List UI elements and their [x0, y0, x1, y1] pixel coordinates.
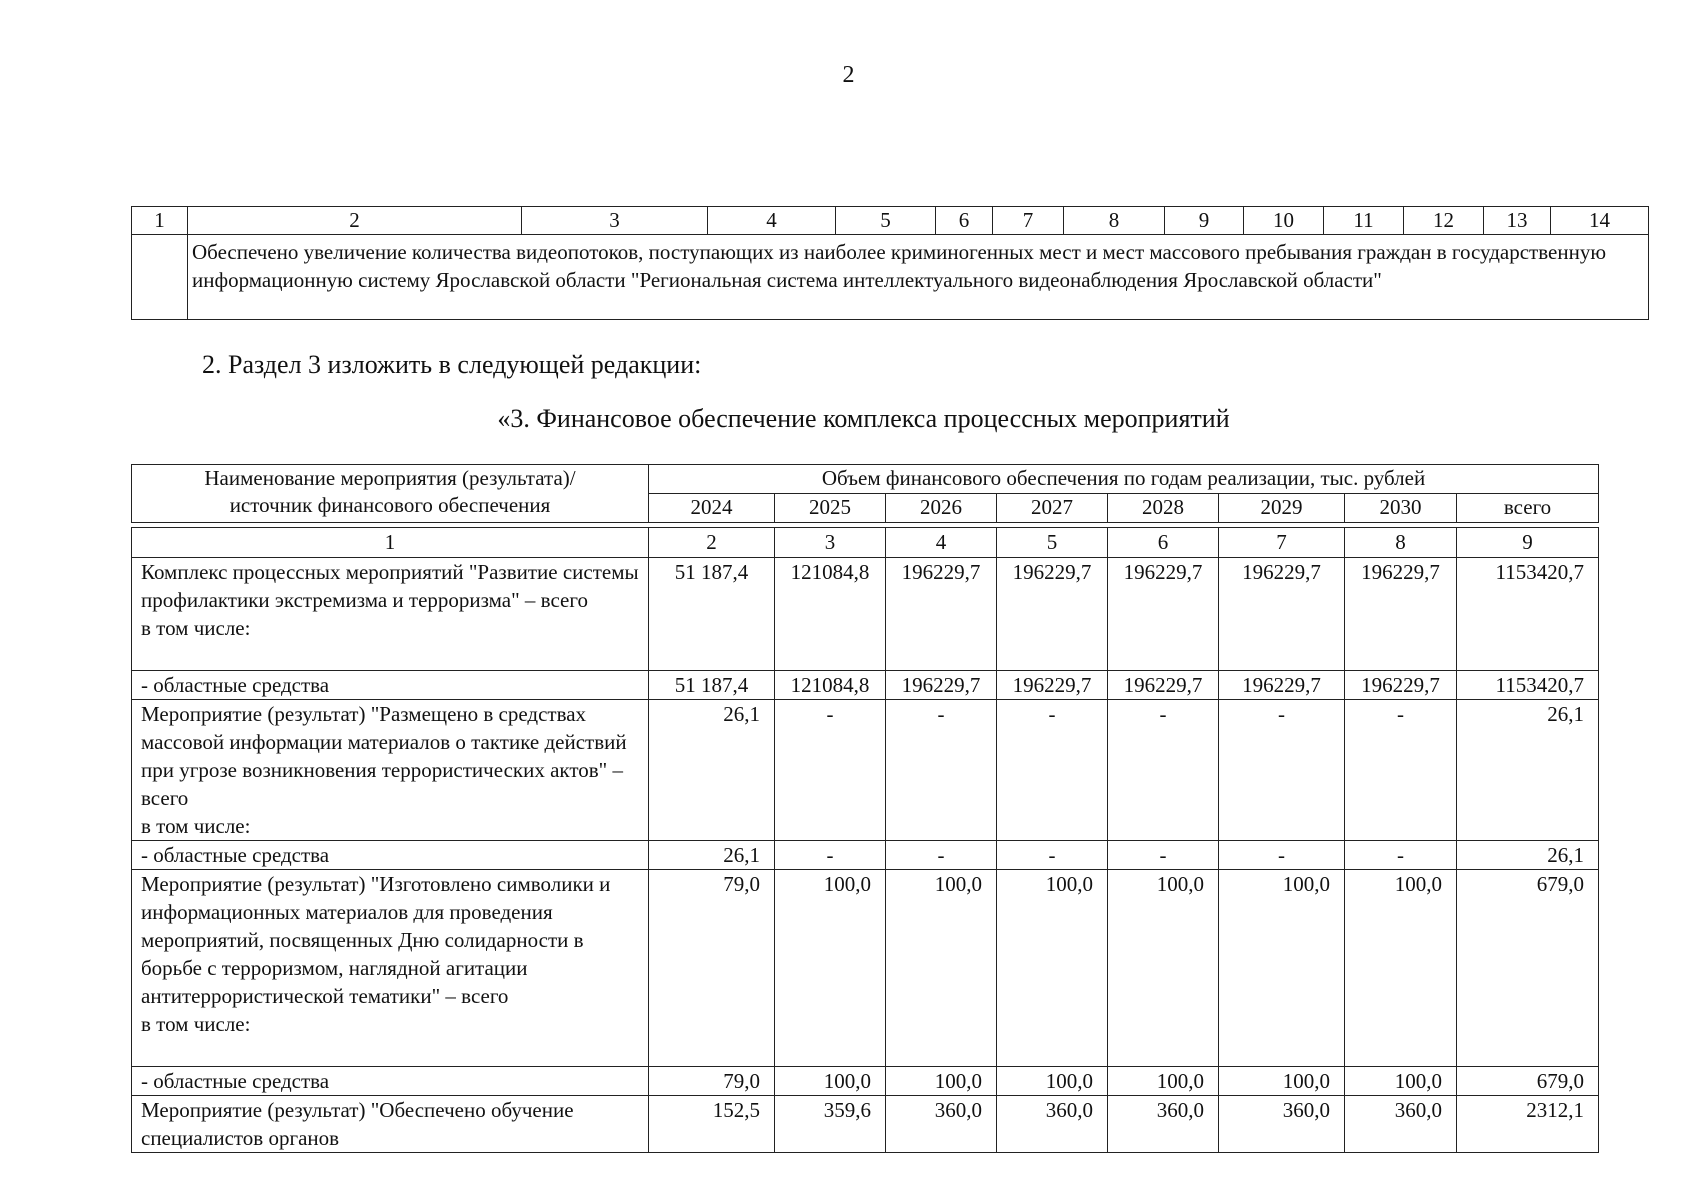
- value-cell: 360,0: [1108, 1096, 1219, 1153]
- value-cell: 51 187,4: [649, 671, 775, 700]
- value-cell: 196229,7: [1108, 558, 1219, 671]
- col-number: 2: [649, 528, 775, 558]
- col-number: 2: [188, 207, 522, 235]
- value-cell: 100,0: [1219, 1067, 1345, 1096]
- continuation-table: [131, 206, 1649, 320]
- year-header: 2030: [1345, 494, 1457, 523]
- volume-header: Объем финансового обеспечения по годам реализации, тыс. рублей: [649, 465, 1599, 494]
- total-cell: 679,0: [1457, 870, 1599, 1067]
- col-number: 6: [1108, 528, 1219, 558]
- activity-name: Мероприятие (результат) "Обеспечено обучение специалистов органов: [132, 1096, 649, 1153]
- col-number: 10: [1244, 207, 1324, 235]
- col-number: 12: [1404, 207, 1484, 235]
- col-number: 4: [886, 528, 997, 558]
- col-number: 6: [936, 207, 993, 235]
- year-header: 2027: [997, 494, 1108, 523]
- page-number: 2: [842, 62, 855, 88]
- year-header: 2029: [1219, 494, 1345, 523]
- value-cell: 360,0: [886, 1096, 997, 1153]
- value-cell: 100,0: [775, 1067, 886, 1096]
- col-number: 11: [1324, 207, 1404, 235]
- activity-name-cell: [132, 558, 649, 671]
- value-cell: 121084,8: [775, 671, 886, 700]
- year-header: 2026: [886, 494, 997, 523]
- name-header: Наименование мероприятия (результата)/ источник финансового обеспечения: [132, 465, 649, 523]
- value-cell: 152,5: [649, 1096, 775, 1153]
- including-label: в том числе:: [141, 616, 251, 640]
- value-cell: -: [1108, 841, 1219, 870]
- total-header: всего: [1457, 494, 1599, 523]
- value-cell: 26,1: [649, 841, 775, 870]
- value-cell: 100,0: [1345, 1067, 1457, 1096]
- funding-source: - областные средства: [132, 1067, 649, 1096]
- value-cell: -: [1108, 700, 1219, 841]
- table-row: [132, 671, 1599, 700]
- value-cell: 196229,7: [1108, 671, 1219, 700]
- activity-name: Комплекс процессных мероприятий "Развитие системы профилактики экстремизма и терроризма" – всего: [141, 560, 639, 612]
- value-cell: 100,0: [886, 870, 997, 1067]
- including-label: в том числе:: [141, 814, 251, 838]
- total-cell: 26,1: [1457, 700, 1599, 841]
- value-cell: -: [997, 841, 1108, 870]
- col-number: 5: [997, 528, 1108, 558]
- column-number-row: [132, 528, 1599, 558]
- activity-name: Мероприятие (результат) "Изготовлено символики и информационных материалов для проведения мероприятий, посвященных Дню солидарности в борьбе с терроризмом, наглядной агитации антитеррористической тематики" – всего: [141, 872, 611, 1008]
- col-number: 13: [1484, 207, 1551, 235]
- value-cell: 196229,7: [886, 558, 997, 671]
- value-cell: 196229,7: [1345, 558, 1457, 671]
- year-header: 2025: [775, 494, 886, 523]
- value-cell: -: [997, 700, 1108, 841]
- including-label: в том числе:: [141, 1012, 251, 1036]
- col-number: 9: [1457, 528, 1599, 558]
- value-cell: 100,0: [886, 1067, 997, 1096]
- year-header: 2024: [649, 494, 775, 523]
- value-cell: 121084,8: [775, 558, 886, 671]
- value-cell: 196229,7: [1219, 558, 1345, 671]
- value-cell: 359,6: [775, 1096, 886, 1153]
- table-row: [132, 558, 1599, 671]
- value-cell: 26,1: [649, 700, 775, 841]
- col-number: 8: [1345, 528, 1457, 558]
- value-cell: 360,0: [997, 1096, 1108, 1153]
- value-cell: 100,0: [1108, 870, 1219, 1067]
- total-cell: 1153420,7: [1457, 671, 1599, 700]
- col-number: 4: [708, 207, 836, 235]
- finance-table: [131, 527, 1599, 1153]
- value-cell: -: [775, 700, 886, 841]
- amendment-paragraph: 2. Раздел 3 изложить в следующей редакции:: [202, 350, 702, 379]
- col-number: 1: [132, 207, 188, 235]
- value-cell: 360,0: [1219, 1096, 1345, 1153]
- table-row: [132, 700, 1599, 841]
- col-number: 5: [836, 207, 936, 235]
- value-cell: -: [1219, 841, 1345, 870]
- column-number-row: [132, 207, 1649, 235]
- value-cell: 100,0: [1345, 870, 1457, 1067]
- empty-cell: [132, 235, 188, 320]
- value-cell: 196229,7: [997, 558, 1108, 671]
- result-text: Обеспечено увеличение количества видеопотоков, поступающих из наиболее криминогенных мест и мест массового пребывания граждан в государственную информационную систему Ярославской области "Региональная система интеллектуального видеонаблюдения Ярославской области": [188, 235, 1649, 320]
- table-row: [132, 870, 1599, 1067]
- value-cell: 79,0: [649, 870, 775, 1067]
- col-number: 1: [132, 528, 649, 558]
- value-cell: 196229,7: [1345, 671, 1457, 700]
- col-number: 14: [1551, 207, 1649, 235]
- value-cell: 100,0: [1219, 870, 1345, 1067]
- col-number: 3: [775, 528, 886, 558]
- total-cell: 679,0: [1457, 1067, 1599, 1096]
- total-cell: 2312,1: [1457, 1096, 1599, 1153]
- value-cell: -: [886, 841, 997, 870]
- value-cell: 100,0: [1108, 1067, 1219, 1096]
- value-cell: 100,0: [997, 870, 1108, 1067]
- finance-table-header: [131, 464, 1599, 523]
- section-title: «3. Финансовое обеспечение комплекса процессных мероприятий: [497, 404, 1230, 433]
- table-row: [132, 841, 1599, 870]
- value-cell: -: [775, 841, 886, 870]
- year-header: 2028: [1108, 494, 1219, 523]
- value-cell: 51 187,4: [649, 558, 775, 671]
- table-row: [132, 1096, 1599, 1153]
- value-cell: 360,0: [1345, 1096, 1457, 1153]
- col-number: 8: [1064, 207, 1165, 235]
- funding-source: - областные средства: [132, 841, 649, 870]
- value-cell: 196229,7: [1219, 671, 1345, 700]
- col-number: 7: [993, 207, 1064, 235]
- total-cell: 1153420,7: [1457, 558, 1599, 671]
- activity-name: Мероприятие (результат) "Размещено в средствах массовой информации материалов о тактике действий при угрозе возникновения террористических актов" – всего: [141, 702, 627, 810]
- value-cell: -: [1219, 700, 1345, 841]
- value-cell: 196229,7: [997, 671, 1108, 700]
- value-cell: 100,0: [997, 1067, 1108, 1096]
- value-cell: -: [886, 700, 997, 841]
- value-cell: -: [1345, 700, 1457, 841]
- col-number: 7: [1219, 528, 1345, 558]
- value-cell: 79,0: [649, 1067, 775, 1096]
- activity-name-cell: [132, 700, 649, 841]
- value-cell: 196229,7: [886, 671, 997, 700]
- table-row: [132, 1067, 1599, 1096]
- funding-source: - областные средства: [132, 671, 649, 700]
- col-number: 3: [522, 207, 708, 235]
- value-cell: -: [1345, 841, 1457, 870]
- col-number: 9: [1165, 207, 1244, 235]
- table-row: [132, 235, 1649, 320]
- value-cell: 100,0: [775, 870, 886, 1067]
- activity-name-cell: [132, 870, 649, 1067]
- total-cell: 26,1: [1457, 841, 1599, 870]
